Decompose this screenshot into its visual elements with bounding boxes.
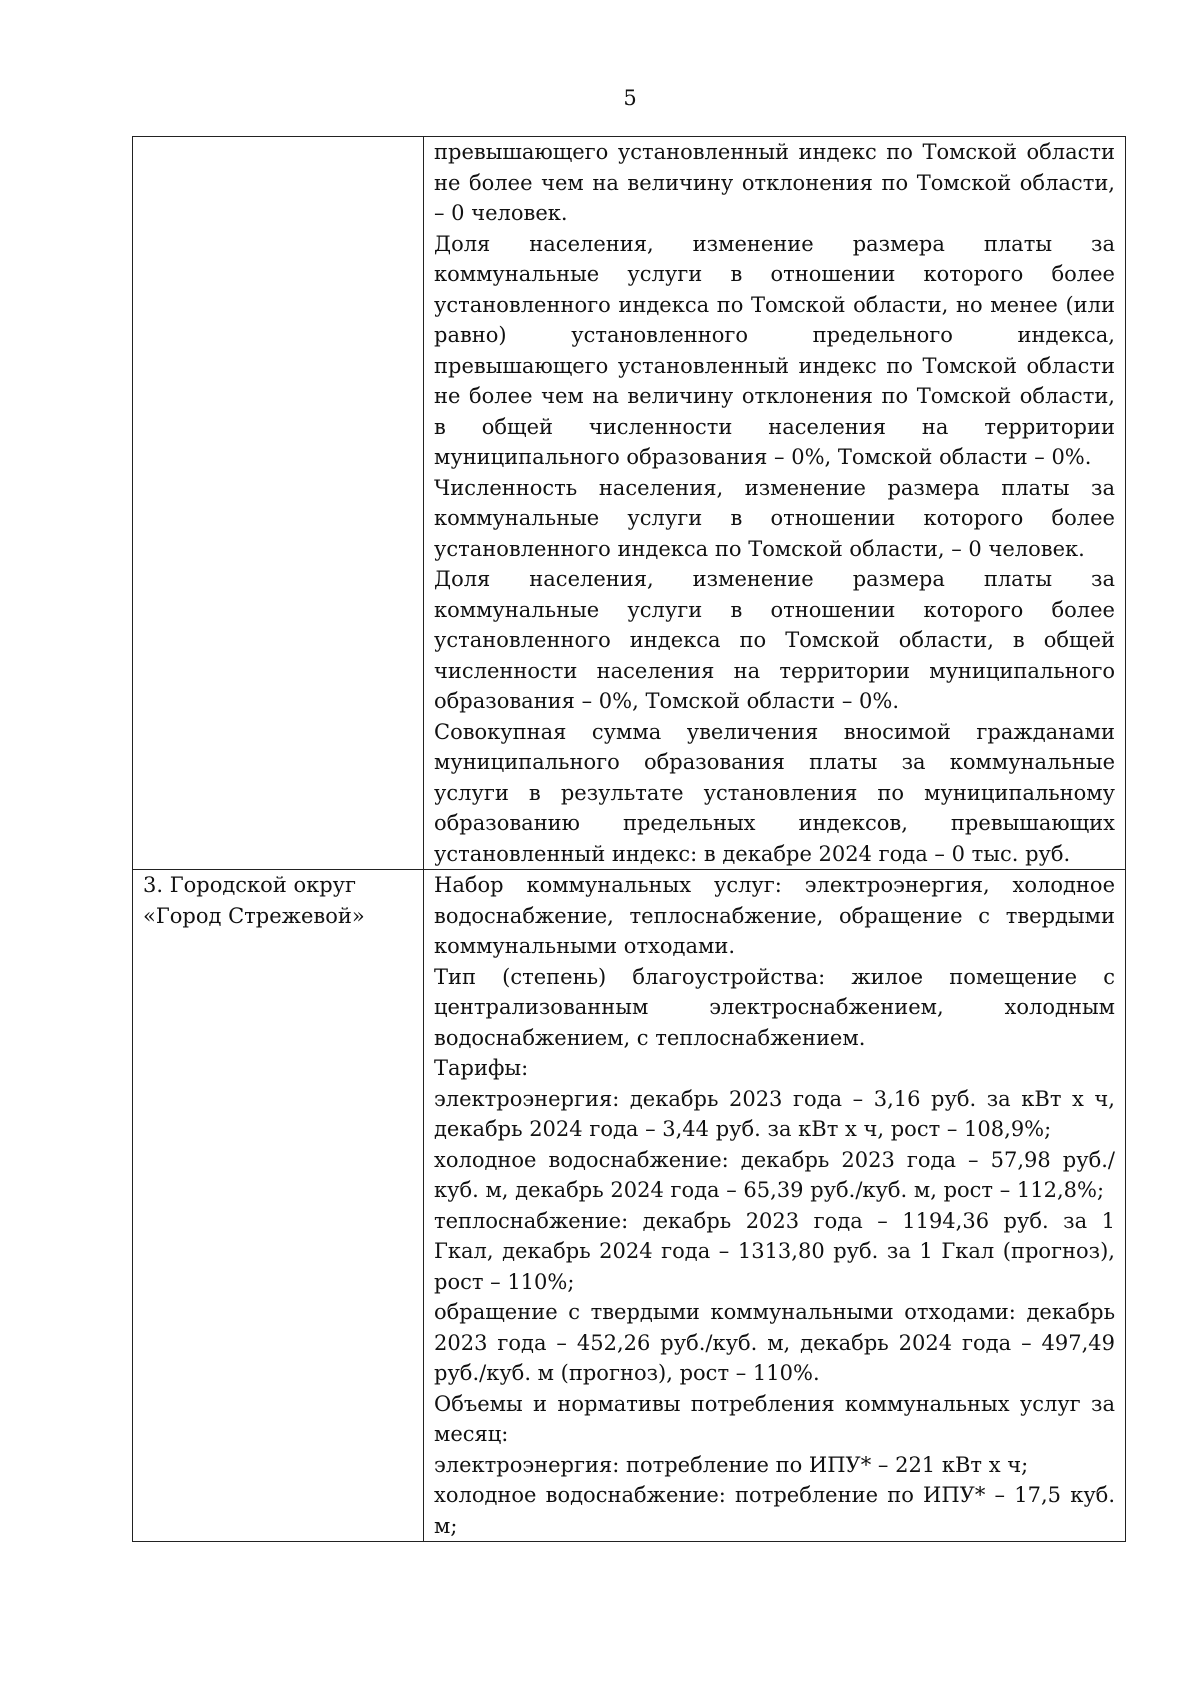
table-row [133, 870, 1126, 1542]
paragraph: Набор коммунальных услуг: электроэнергия, холодное водоснабжение, теплоснабжение, обращение с твердыми коммунальными отходами. [434, 873, 1115, 958]
municipality-cell [133, 870, 424, 1542]
details-cell [424, 137, 1126, 870]
details-cell [424, 870, 1126, 1542]
paragraph: Тип (степень) благоустройства: жилое помещение с централизованным электроснабжением, холодным водоснабжением, с теплоснабжением. [434, 964, 1115, 1050]
paragraph: теплоснабжение: декабрь 2023 года – 1194,36 руб. за 1 Гкал, декабрь 2024 года – 1313,80 руб. за 1 Гкал (прогноз), рост – 110%; [434, 1208, 1115, 1294]
municipality-cell [133, 137, 424, 870]
paragraph: обращение с твердыми коммунальными отходами: декабрь 2023 года – 452,26 руб./куб. м, декабрь 2024 года – 497,49 руб./куб. м (прогноз), рост – 110%. [434, 1300, 1115, 1385]
paragraph: Доля населения, изменение размера платы за коммунальные услуги в отношении которого более установленного индекса по Томской области, в общей численности населения на территории муниципального образования – 0%, Томской области – 0%. [434, 567, 1115, 713]
paragraph: Совокупная сумма увеличения вносимой гражданами муниципального образования платы за коммунальные услуги в результате установления по муниципальному образованию предельных индексов, превышающих установленный индекс: в декабре 2024 года – 0 тыс. руб. [434, 719, 1115, 866]
paragraph: Численность населения, изменение размера платы за коммунальные услуги в отношении которого более установленного индекса по Томской области, – 0 человек. [434, 475, 1115, 561]
paragraph: Тарифы: [434, 1056, 529, 1080]
table-row [133, 137, 1126, 870]
paragraph: Доля населения, изменение размера платы за коммунальные услуги в отношении которого более установленного индекса по Томской области, но менее (или равно) установленного предельного индекса, превышающего установленный индекс по Томской области не более чем на величину отклонения по Томской области, в общей численности населения на территории муниципального образования – 0%, Томской области – 0%. [434, 231, 1115, 469]
document-table [132, 136, 1126, 1542]
municipality-name-line: «Город Стрежевой» [143, 903, 365, 928]
paragraph: Объемы и нормативы потребления коммунальных услуг за месяц: [434, 1391, 1115, 1446]
municipality-name-line: 3. Городской округ [143, 873, 357, 897]
paragraph: превышающего установленный индекс по Томской области не более чем на величину отклонения по Томской области, – 0 человек. [434, 140, 1115, 225]
paragraph: электроэнергия: декабрь 2023 года – 3,16 руб. за кВт х ч, декабрь 2024 года – 3,44 руб. за кВт х ч, рост – 108,9%; [434, 1086, 1115, 1141]
paragraph: холодное водоснабжение: потребление по ИПУ* – 17,5 куб. м; [434, 1483, 1115, 1538]
paragraph: холодное водоснабжение: декабрь 2023 года – 57,98 руб./куб. м, декабрь 2024 года – 65,39 руб./куб. м, рост – 112,8%; [434, 1147, 1115, 1202]
paragraph: электроэнергия: потребление по ИПУ* – 221 кВт х ч; [434, 1452, 1029, 1477]
page-number: 5 [623, 86, 637, 110]
